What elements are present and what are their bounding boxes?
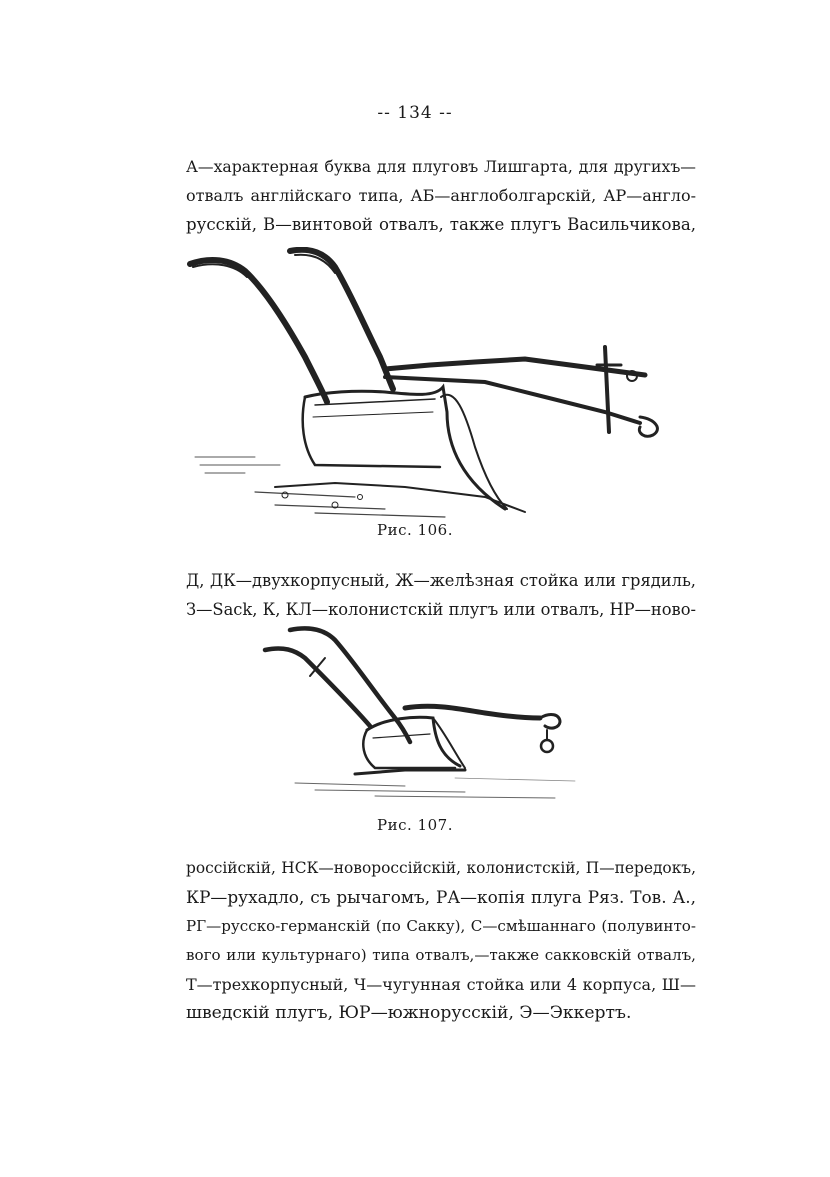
paragraph-2 [186, 566, 696, 624]
text-line: Д, ДК—двухкорпусный, Ж—желѣзная стойка или грядиль, [186, 571, 696, 590]
plough-107-drawing [255, 618, 595, 818]
text-line: шведскій плугъ, ЮР—южнорусскій, Э—Эккертъ. [186, 1003, 632, 1023]
text-line: А—характерная буква для плуговъ Лишгарта, для другихъ— [186, 157, 696, 176]
text-line: РГ—русско-германскій (по Сакку), С—смѣшаннаго (полувинто- [186, 917, 696, 935]
figure-107-caption: Рис. 107. [377, 816, 453, 834]
text-line: КР—рухадло, съ рычагомъ, РА—копія плуга Ряз. Тов. А., [186, 887, 696, 907]
text-line: россійскій, НСК—новороссійскій, колонистскій, П—передокъ, [186, 859, 696, 877]
plough-106-drawing [185, 247, 675, 527]
text-line: отвалъ англійскаго типа, АБ—англоболгарскій, АР—англо- [186, 186, 696, 205]
paragraph-1 [186, 152, 696, 239]
figure-106-plough-illustration [185, 247, 675, 527]
figure-106-caption: Рис. 106. [377, 521, 453, 539]
paragraph-3 [186, 854, 696, 1028]
text-line: вого или культурнаго) типа отвалъ,—также сакковскій отвалъ, [186, 946, 696, 964]
page-number: -- 134 -- [377, 103, 453, 123]
text-line: Т—трехкорпусный, Ч—чугунная стойка или 4 корпуса, Ш— [186, 975, 696, 994]
figure-107-plough-illustration [255, 618, 595, 818]
text-line: русскій, В—винтовой отвалъ, также плугъ Васильчикова, [186, 215, 696, 234]
text-line: З—Sack, К, КЛ—колонистскій плугъ или отвалъ, НР—ново- [186, 600, 696, 619]
